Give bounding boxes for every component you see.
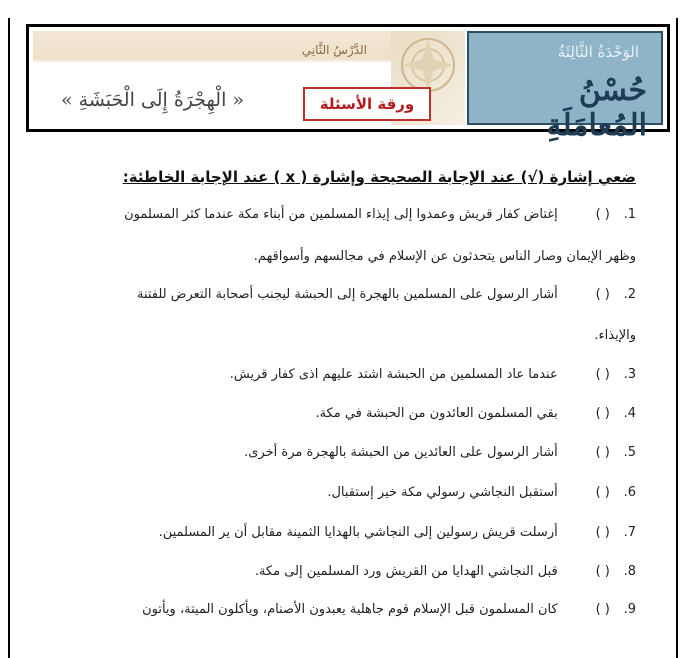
question-text: بقي المسلمون العائدون من الحبشة في مكة. xyxy=(315,406,558,421)
question-2-continuation xyxy=(96,317,636,355)
question-text: قبل النجاشي الهدايا من القريش ورد المسلمين إلى مكة. xyxy=(254,564,558,579)
question-number: 5. xyxy=(623,445,636,460)
answer-box[interactable]: ( ) xyxy=(595,485,610,500)
question-8 xyxy=(96,553,636,591)
question-number: 3. xyxy=(623,367,636,382)
answer-box[interactable]: ( ) xyxy=(595,287,610,302)
question-4 xyxy=(96,395,636,433)
question-number: 7. xyxy=(623,525,636,540)
instruction-heading: ضعي إشارة (√) عند الإجابة الصحيحة وإشارة ( x ) عند الإجابة الخاطئة: xyxy=(122,168,636,186)
question-text: أشار الرسول على المسلمين بالهجرة إلى الحبشة ليجنب أصحابة التعرض للفتنة xyxy=(136,287,558,302)
question-text: إغتاض كفار قريش وعمدوا إلى إيذاء المسلمين من أبناء مكة عندما كثر المسلمون xyxy=(124,207,558,222)
answer-box[interactable]: ( ) xyxy=(595,564,610,579)
lesson-box xyxy=(33,31,465,125)
question-text: أرسلت قريش رسولين إلى النجاشي بالهدايا الثمينة مقابل أن ير المسلمين. xyxy=(158,525,558,540)
question-text-continued: وظهر الإيمان وصار الناس يتحدثون عن الإسلام في مجالسهم وأسواقهم. xyxy=(253,249,636,264)
question-7 xyxy=(96,514,636,552)
answer-box[interactable]: ( ) xyxy=(595,406,610,421)
unit-title: حُسْنُ المُعامَلَةِ xyxy=(546,73,647,143)
question-number: 4. xyxy=(623,406,636,421)
question-text-continued: والإيذاء. xyxy=(594,328,636,343)
question-2 xyxy=(96,276,636,314)
answer-box[interactable]: ( ) xyxy=(595,367,610,382)
question-text: عندما عاد المسلمين من الحبشة اشتد عليهم اذى كفار قريش. xyxy=(229,367,558,382)
question-1 xyxy=(96,196,636,234)
question-text: أستقبل النجاشي رسولي مكة خير إستقبال. xyxy=(327,485,558,500)
question-number: 2. xyxy=(623,287,636,302)
answer-box[interactable]: ( ) xyxy=(595,602,610,617)
lesson-label: الدَّرْسُ الثَّانِي xyxy=(301,43,367,57)
question-text: كان المسلمون قبل الإسلام قوم جاهلية يعبدون الأصنام، ويأكلون الميتة، ويأتون xyxy=(142,602,558,617)
question-6 xyxy=(96,474,636,512)
unit-label: الوَحْدَةُ الثَّالِثَةُ xyxy=(557,43,639,61)
answer-box[interactable]: ( ) xyxy=(595,445,610,460)
question-number: 1. xyxy=(623,207,636,222)
unit-box xyxy=(467,31,663,143)
question-number: 8. xyxy=(623,564,636,579)
question-3 xyxy=(96,356,636,394)
question-number: 9. xyxy=(623,602,636,617)
question-1-continuation xyxy=(96,238,636,276)
header-banner xyxy=(26,24,670,143)
answer-box[interactable]: ( ) xyxy=(595,525,610,540)
question-5 xyxy=(96,434,636,472)
question-9 xyxy=(96,591,636,629)
lesson-title: « الْهِجْرَةُ إِلَى الْحَبَشَةِ » xyxy=(61,89,245,111)
worksheet-label: ورقة الأسئلة xyxy=(303,87,431,121)
question-number: 6. xyxy=(623,485,636,500)
question-text: أشار الرسول على العائدين من الحبشة بالهجرة مرة أخرى. xyxy=(244,445,558,460)
answer-box[interactable]: ( ) xyxy=(595,207,610,222)
